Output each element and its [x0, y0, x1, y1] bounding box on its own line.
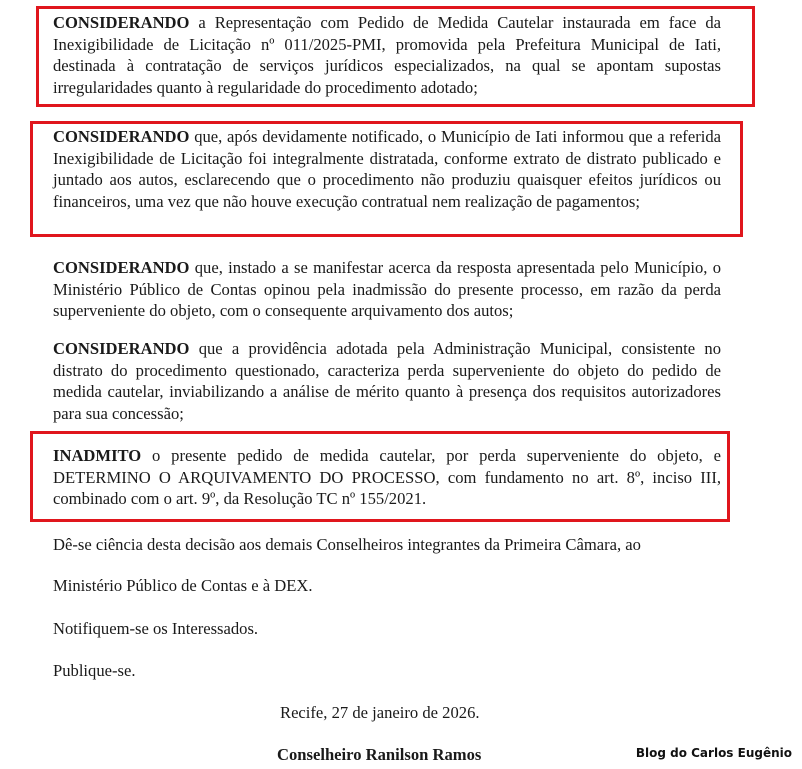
signature: Conselheiro Ranilson Ramos	[277, 745, 482, 764]
publique-line: Publique-se.	[53, 661, 136, 680]
ciencia-line-1: Dê-se ciência desta decisão aos demais Conselheiros integrantes da Primeira Câmara, ao	[53, 535, 641, 554]
paragraph-lead: CONSIDERANDO	[53, 258, 190, 277]
paragraph-3	[53, 257, 721, 322]
paragraph-lead: CONSIDERANDO	[53, 339, 190, 358]
paragraph-4	[53, 338, 721, 424]
ciencia-line-2: Ministério Público de Contas e à DEX.	[53, 576, 313, 595]
paragraph-lead: CONSIDERANDO	[53, 127, 190, 146]
paragraph-text: que, após devidamente notificado, o Município de Iati informou que a referida Inexigibilidade de Licitação foi integralmente distratada, conforme extrato de distrato publicado e juntado aos autos, esclarecendo que o procedimento não produziu quaisquer efeitos jurídicos ou financeiros, uma vez que não houve execução contratual nem realização de pagamentos;	[53, 127, 721, 211]
paragraph-2	[53, 126, 721, 212]
paragraph-lead: CONSIDERANDO	[53, 13, 190, 32]
paragraph-lead: INADMITO	[53, 446, 142, 465]
paragraph-text: que, instado a se manifestar acerca da resposta apresentada pelo Município, o Ministério Público de Contas opinou pela inadmissão do presente processo, em razão da perda superveniente do objeto, com o consequente arquivamento dos autos;	[53, 258, 721, 320]
notifiquem-line: Notifiquem-se os Interessados.	[53, 619, 259, 638]
date-line: Recife, 27 de janeiro de 2026.	[280, 703, 480, 722]
paragraph-text: que a providência adotada pela Administração Municipal, consistente no distrato do procedimento questionado, caracteriza perda superveniente do objeto do pedido de medida cautelar, inviabilizando a análise de mérito quanto à presença dos requisitos autorizadores para sua concessão;	[53, 339, 721, 423]
paragraph-text: o presente pedido de medida cautelar, por perda superveniente do objeto, e DETERMINO O ARQUIVAMENTO DO PROCESSO, com fundamento no art. 8º, inciso III, combinado com o art. 9º, da Resolução TC nº 155/2021.	[53, 446, 721, 508]
paragraph-5	[53, 445, 721, 510]
watermark: Blog do Carlos Eugênio	[635, 746, 792, 760]
paragraph-text: a Representação com Pedido de Medida Cautelar instaurada em face da Inexigibilidade de Licitação nº 011/2025-PMI, promovida pela Prefeitura Municipal de Iati, destinada à contratação de serviços jurídicos especializados, na qual se apontam supostas irregularidades quanto à regularidade do procedimento adotado;	[53, 13, 721, 97]
paragraph-1	[53, 12, 721, 98]
